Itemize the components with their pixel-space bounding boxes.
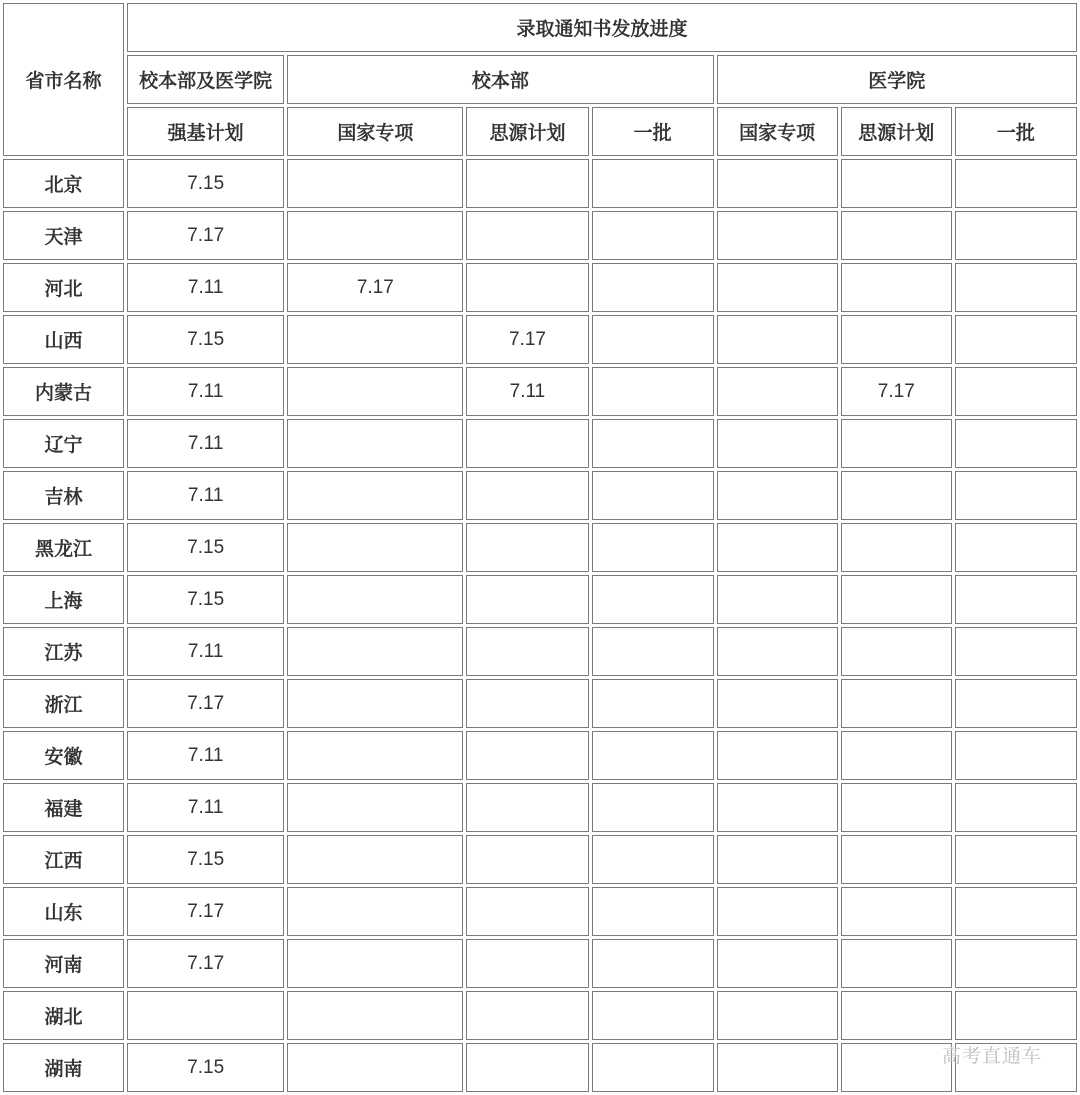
table-row <box>3 783 1077 832</box>
date-cell-med-national <box>717 887 838 936</box>
table-body <box>3 3 1077 1092</box>
date-cell-main-siyuan <box>466 523 588 572</box>
date-cell-qiangji: 7.11 <box>127 471 284 520</box>
date-cell-main-first <box>592 575 714 624</box>
province-cell: 北京 <box>3 159 124 208</box>
group-header-medical: 医学院 <box>717 55 1077 104</box>
date-cell-med-first <box>955 679 1077 728</box>
province-cell: 吉林 <box>3 471 124 520</box>
date-cell-qiangji: 7.17 <box>127 679 284 728</box>
date-cell-med-first <box>955 367 1077 416</box>
date-cell-main-first <box>592 679 714 728</box>
date-cell-main-siyuan <box>466 991 588 1040</box>
date-cell-main-first <box>592 731 714 780</box>
date-cell-main-first <box>592 1043 714 1092</box>
date-cell-main-siyuan <box>466 783 588 832</box>
date-cell-med-first <box>955 627 1077 676</box>
header-row-title <box>3 3 1077 52</box>
table-row <box>3 523 1077 572</box>
header-row-groups <box>3 55 1077 104</box>
date-cell-main-national <box>287 783 463 832</box>
date-cell-med-first <box>955 471 1077 520</box>
date-cell-qiangji: 7.11 <box>127 419 284 468</box>
table-row <box>3 627 1077 676</box>
subheader-med-siyuan: 思源计划 <box>841 107 952 156</box>
table-row <box>3 263 1077 312</box>
date-cell-med-first <box>955 575 1077 624</box>
date-cell-qiangji: 7.17 <box>127 211 284 260</box>
date-cell-med-siyuan <box>841 471 952 520</box>
date-cell-med-siyuan <box>841 159 952 208</box>
date-cell-med-siyuan <box>841 731 952 780</box>
date-cell-med-siyuan <box>841 991 952 1040</box>
date-cell-med-siyuan <box>841 211 952 260</box>
group-header-main-campus: 校本部 <box>287 55 713 104</box>
table-row <box>3 419 1077 468</box>
province-cell: 浙江 <box>3 679 124 728</box>
date-cell-main-siyuan <box>466 263 588 312</box>
date-cell-med-first <box>955 419 1077 468</box>
province-cell: 河南 <box>3 939 124 988</box>
province-cell: 山西 <box>3 315 124 364</box>
date-cell-med-first <box>955 211 1077 260</box>
province-cell: 黑龙江 <box>3 523 124 572</box>
date-cell-main-national <box>287 211 463 260</box>
date-cell-med-siyuan <box>841 263 952 312</box>
date-cell-main-national <box>287 939 463 988</box>
date-cell-main-siyuan <box>466 1043 588 1092</box>
date-cell-main-first <box>592 367 714 416</box>
subheader-med-first: 一批 <box>955 107 1077 156</box>
date-cell-main-first <box>592 887 714 936</box>
table-row <box>3 731 1077 780</box>
date-cell-main-first <box>592 627 714 676</box>
date-cell-qiangji: 7.15 <box>127 523 284 572</box>
date-cell-med-national <box>717 523 838 572</box>
date-cell-main-first <box>592 159 714 208</box>
date-cell-med-siyuan <box>841 783 952 832</box>
date-cell-qiangji <box>127 991 284 1040</box>
date-cell-med-siyuan <box>841 887 952 936</box>
date-cell-qiangji: 7.11 <box>127 263 284 312</box>
date-cell-med-first <box>955 523 1077 572</box>
date-cell-med-national <box>717 939 838 988</box>
date-cell-main-siyuan <box>466 679 588 728</box>
date-cell-med-national <box>717 679 838 728</box>
province-cell: 天津 <box>3 211 124 260</box>
table-row <box>3 211 1077 260</box>
table-row <box>3 575 1077 624</box>
date-cell-main-siyuan <box>466 471 588 520</box>
date-cell-qiangji: 7.15 <box>127 575 284 624</box>
date-cell-main-first <box>592 419 714 468</box>
date-cell-main-national <box>287 835 463 884</box>
date-cell-med-national <box>717 263 838 312</box>
date-cell-main-first <box>592 523 714 572</box>
date-cell-main-siyuan <box>466 627 588 676</box>
province-cell: 河北 <box>3 263 124 312</box>
date-cell-main-siyuan <box>466 835 588 884</box>
date-cell-main-siyuan: 7.11 <box>466 367 588 416</box>
date-cell-med-siyuan <box>841 315 952 364</box>
table-row <box>3 367 1077 416</box>
group-header-main-and-medical: 校本部及医学院 <box>127 55 284 104</box>
date-cell-main-national <box>287 887 463 936</box>
date-cell-main-first <box>592 315 714 364</box>
date-cell-main-siyuan <box>466 887 588 936</box>
date-cell-med-siyuan <box>841 627 952 676</box>
date-cell-med-national <box>717 627 838 676</box>
province-cell: 湖北 <box>3 991 124 1040</box>
province-cell: 江西 <box>3 835 124 884</box>
date-cell-qiangji: 7.15 <box>127 315 284 364</box>
date-cell-main-national <box>287 679 463 728</box>
date-cell-main-first <box>592 991 714 1040</box>
date-cell-main-national <box>287 1043 463 1092</box>
date-cell-main-first <box>592 263 714 312</box>
date-cell-main-first <box>592 783 714 832</box>
date-cell-med-national <box>717 367 838 416</box>
province-cell: 福建 <box>3 783 124 832</box>
date-cell-med-siyuan <box>841 1043 952 1092</box>
date-cell-qiangji: 7.11 <box>127 367 284 416</box>
date-cell-main-national <box>287 471 463 520</box>
province-cell: 安徽 <box>3 731 124 780</box>
date-cell-med-national <box>717 211 838 260</box>
table-row <box>3 887 1077 936</box>
date-cell-med-national <box>717 835 838 884</box>
date-cell-main-national <box>287 575 463 624</box>
date-cell-main-national: 7.17 <box>287 263 463 312</box>
date-cell-med-first <box>955 263 1077 312</box>
date-cell-main-siyuan: 7.17 <box>466 315 588 364</box>
date-cell-main-siyuan <box>466 575 588 624</box>
province-header: 省市名称 <box>3 3 124 156</box>
date-cell-main-siyuan <box>466 159 588 208</box>
date-cell-med-national <box>717 419 838 468</box>
date-cell-med-siyuan <box>841 939 952 988</box>
date-cell-main-national <box>287 419 463 468</box>
date-cell-main-siyuan <box>466 419 588 468</box>
date-cell-med-siyuan <box>841 679 952 728</box>
date-cell-med-national <box>717 991 838 1040</box>
date-cell-med-first <box>955 315 1077 364</box>
date-cell-med-national <box>717 315 838 364</box>
date-cell-main-first <box>592 939 714 988</box>
watermark: 高考直通车 <box>942 1045 1043 1067</box>
date-cell-med-first <box>955 159 1077 208</box>
date-cell-main-siyuan <box>466 211 588 260</box>
date-cell-med-first <box>955 939 1077 988</box>
date-cell-med-national <box>717 575 838 624</box>
table-row <box>3 159 1077 208</box>
date-cell-med-first <box>955 835 1077 884</box>
date-cell-main-siyuan <box>466 939 588 988</box>
province-cell: 内蒙古 <box>3 367 124 416</box>
date-cell-med-siyuan <box>841 575 952 624</box>
date-cell-main-national <box>287 159 463 208</box>
date-cell-qiangji: 7.15 <box>127 159 284 208</box>
province-cell: 山东 <box>3 887 124 936</box>
date-cell-med-siyuan: 7.17 <box>841 367 952 416</box>
date-cell-med-national <box>717 471 838 520</box>
date-cell-med-first <box>955 731 1077 780</box>
date-cell-med-national <box>717 1043 838 1092</box>
date-cell-med-first <box>955 887 1077 936</box>
date-cell-med-siyuan <box>841 419 952 468</box>
date-cell-main-national <box>287 731 463 780</box>
date-cell-main-national <box>287 627 463 676</box>
date-cell-main-national <box>287 523 463 572</box>
table-title: 录取通知书发放进度 <box>127 3 1077 52</box>
date-cell-med-first <box>955 783 1077 832</box>
table-row <box>3 939 1077 988</box>
date-cell-qiangji: 7.17 <box>127 887 284 936</box>
header-row-subcategories <box>3 107 1077 156</box>
date-cell-qiangji: 7.11 <box>127 783 284 832</box>
table-row <box>3 835 1077 884</box>
province-cell: 辽宁 <box>3 419 124 468</box>
date-cell-main-first <box>592 471 714 520</box>
date-cell-qiangji: 7.17 <box>127 939 284 988</box>
table-row <box>3 315 1077 364</box>
date-cell-main-national <box>287 991 463 1040</box>
province-cell: 湖南 <box>3 1043 124 1092</box>
date-cell-main-siyuan <box>466 731 588 780</box>
date-cell-qiangji: 7.11 <box>127 731 284 780</box>
table-row <box>3 679 1077 728</box>
date-cell-main-national <box>287 315 463 364</box>
date-cell-med-national <box>717 731 838 780</box>
date-cell-med-siyuan <box>841 523 952 572</box>
subheader-main-siyuan: 思源计划 <box>466 107 588 156</box>
date-cell-med-national <box>717 159 838 208</box>
table-row <box>3 1043 1077 1092</box>
province-cell: 上海 <box>3 575 124 624</box>
date-cell-med-first <box>955 991 1077 1040</box>
date-cell-qiangji: 7.11 <box>127 627 284 676</box>
province-cell: 江苏 <box>3 627 124 676</box>
subheader-main-national: 国家专项 <box>287 107 463 156</box>
subheader-main-first: 一批 <box>592 107 714 156</box>
date-cell-med-national <box>717 783 838 832</box>
date-cell-med-siyuan <box>841 835 952 884</box>
table-row <box>3 471 1077 520</box>
date-cell-qiangji: 7.15 <box>127 835 284 884</box>
subheader-med-national: 国家专项 <box>717 107 838 156</box>
table-row <box>3 991 1077 1040</box>
subheader-qiangji: 强基计划 <box>127 107 284 156</box>
date-cell-main-first <box>592 211 714 260</box>
date-cell-main-first <box>592 835 714 884</box>
date-cell-qiangji: 7.15 <box>127 1043 284 1092</box>
date-cell-main-national <box>287 367 463 416</box>
